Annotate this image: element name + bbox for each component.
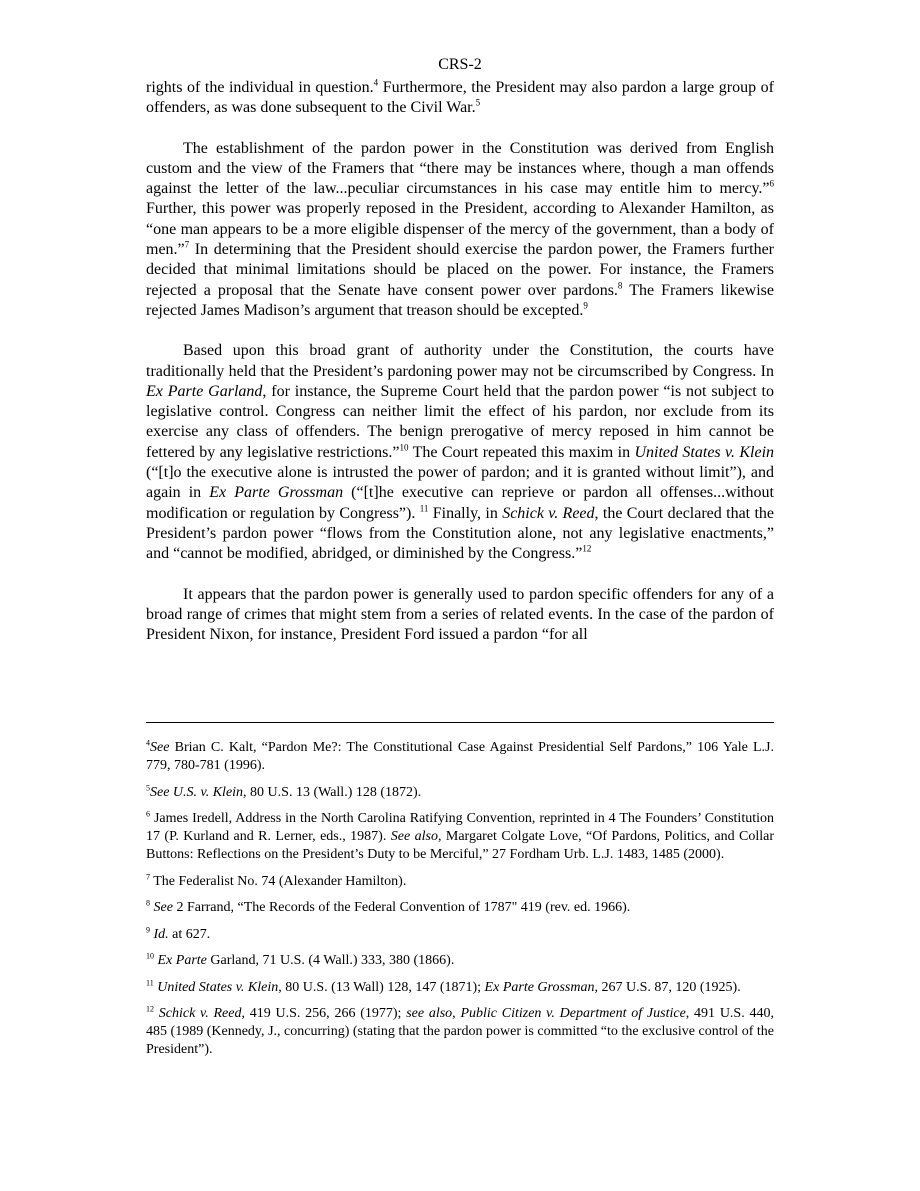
text-run: at 627. — [168, 926, 211, 942]
footnote-reference: 5 — [475, 97, 481, 108]
italic-text: United States v. Klein — [634, 443, 775, 461]
footnote-reference: 11 — [419, 503, 429, 514]
footnote — [146, 899, 774, 917]
text-run: The Framers likewise rejected James Madison’s argument that treason should be excepted. — [146, 281, 774, 319]
footnote — [146, 952, 774, 970]
footnote-reference: 10 — [399, 442, 409, 453]
text-run: (“[t]o the executive alone is intrusted the power of pardon; and it is granted without limit”), and again in — [146, 464, 774, 502]
body-paragraph — [146, 78, 774, 119]
footnote-reference: 4 — [373, 77, 379, 88]
footnote-number: 5 — [146, 782, 150, 792]
footnote-number: 11 — [146, 977, 154, 987]
body-paragraph — [146, 341, 774, 564]
footnote-divider — [146, 722, 774, 723]
text-run: , Margaret Colgate Love, “Of Pardons, Politics, and Collar Buttons: Reflections on the President’s Duty to be Merciful,” 27 Fordham Urb. L.J. 1483, 1485 (2000). — [146, 829, 774, 862]
footnote-number: 4 — [146, 738, 150, 748]
italic-text: See also — [390, 829, 438, 844]
footnote — [146, 739, 774, 775]
text-run: , — [452, 1006, 461, 1021]
text-run: , the Court declared that the President’s pardon power “flows from the Constitution alone, not any legislative enactments,” and “cannot be modified, abridged, or diminished by the Congress.” — [146, 504, 775, 563]
footnotes-section — [146, 739, 774, 1068]
text-run: Brian C. Kalt, “Pardon Me?: The Constitutional Case Against Presidential Self Pardons,” 106 Yale L.J. 779, 780-781 (1996). — [146, 740, 774, 773]
text-run: Furthermore, the President may also pardon a large group of offenders, as was done subsequent to the Civil War. — [146, 79, 774, 117]
text-run: Further, this power was properly reposed in the President, according to Alexander Hamilton, as “one man appears to be a more eligible dispenser of the mercy of the government, than a body of men.” — [146, 200, 774, 259]
document-page — [146, 0, 774, 665]
footnote — [146, 926, 774, 944]
footnote-reference: 12 — [582, 543, 592, 554]
footnote-reference: 7 — [184, 239, 190, 250]
italic-text: Ex Parte Garland — [146, 382, 263, 400]
body-text — [146, 78, 774, 645]
italic-text: Ex Parte — [157, 953, 207, 968]
footnote — [146, 979, 774, 997]
text-run: James Iredell, Address in the North Carolina Ratifying Convention, reprinted in 4 The Founders’ Constitution 17 (P. Kurland and R. Lerner, eds., 1987). — [146, 811, 774, 844]
italic-text: Id. — [153, 926, 169, 942]
italic-text: See U.S. v. Klein — [150, 784, 244, 800]
footnote — [146, 873, 774, 891]
italic-text: Schick v. Reed — [502, 504, 595, 522]
footnote — [146, 784, 774, 802]
italic-text: Schick v. Reed — [158, 1006, 242, 1021]
text-run: The Federalist No. 74 (Alexander Hamilton). — [150, 873, 407, 889]
text-run: The Court repeated this maxim in — [408, 443, 635, 461]
italic-text: see also — [406, 1006, 453, 1021]
italic-text: United States v. Klein — [157, 979, 279, 995]
text-run: Finally, in — [428, 504, 503, 522]
footnote-reference: 6 — [769, 178, 774, 189]
text-run: Garland, 71 U.S. (4 Wall.) 333, 380 (1866). — [206, 953, 455, 968]
text-run: , 491 U.S. 440, 485 (1989 (Kennedy, J., concurring) (stating that the pardon power is committed “to the exclusive control of the President”). — [146, 1006, 774, 1057]
footnote-reference: 9 — [583, 300, 588, 311]
italic-text: Ex Parte Grossman — [484, 979, 595, 995]
text-run: In determining that the President should exercise the pardon power, the Framers further decided that minimal limitations should be placed on the power. For instance, the Framers rejected a proposal that the Senate have consent power over pardons. — [146, 241, 774, 299]
footnote — [146, 810, 774, 864]
footnote — [146, 1005, 774, 1059]
footnote-number: 12 — [146, 1004, 154, 1014]
page-header: CRS-2 — [438, 56, 482, 73]
footnote-reference: 8 — [617, 280, 623, 291]
footnote-number: 7 — [146, 871, 150, 881]
text-run: , 80 U.S. (13 Wall) 128, 147 (1871); — [278, 979, 485, 995]
footnote-number: 10 — [146, 951, 154, 961]
text-run: , 419 U.S. 256, 266 (1977); — [241, 1006, 407, 1021]
footnote-number: 6 — [146, 809, 150, 819]
italic-text: See — [150, 740, 170, 755]
text-run: , 80 U.S. 13 (Wall.) 128 (1872). — [243, 784, 422, 800]
text-run: rights of the individual in question. — [146, 79, 374, 96]
body-paragraph — [146, 585, 774, 646]
text-run: It appears that the pardon power is generally used to pardon specific offenders for any of a broad range of crimes that might stem from a series of related events. In the case of the pardon of President Nixon, for instance, President Ford issued a pardon “for all — [146, 585, 774, 644]
body-paragraph — [146, 139, 774, 322]
italic-text: Ex Parte Grossman — [209, 484, 344, 502]
text-run: The establishment of the pardon power in the Constitution was derived from English custom and the view of the Framers that “there may be instances where, though a man offends against the letter of the law...peculiar circumstances in his case may entitle him to mercy.” — [146, 139, 774, 198]
footnote-number: 9 — [146, 924, 150, 934]
text-run: (“[t]he executive can reprieve or pardon all offenses...without modification or regulation by Congress”). — [146, 484, 774, 522]
footnote-number: 8 — [146, 898, 150, 908]
italic-text: See — [153, 900, 173, 915]
text-run: , for instance, the Supreme Court held that the pardon power “is not subject to legislative control. Congress can neither limit the effect of his pardon, nor exclude from its exercise any class of offenders. The benign prerogative of mercy reposed in him cannot be fettered by any legislative restrictions.” — [146, 382, 774, 461]
text-run: Based upon this broad grant of authority under the Constitution, the courts have traditionally held that the President’s pardoning power may not be circumscribed by Congress. In — [146, 342, 774, 380]
italic-text: Public Citizen v. Department of Justice — [460, 1006, 686, 1021]
text-run: 2 Farrand, “The Records of the Federal Convention of 1787" 419 (rev. ed. 1966). — [172, 900, 631, 915]
text-run: , 267 U.S. 87, 120 (1925). — [594, 979, 741, 995]
